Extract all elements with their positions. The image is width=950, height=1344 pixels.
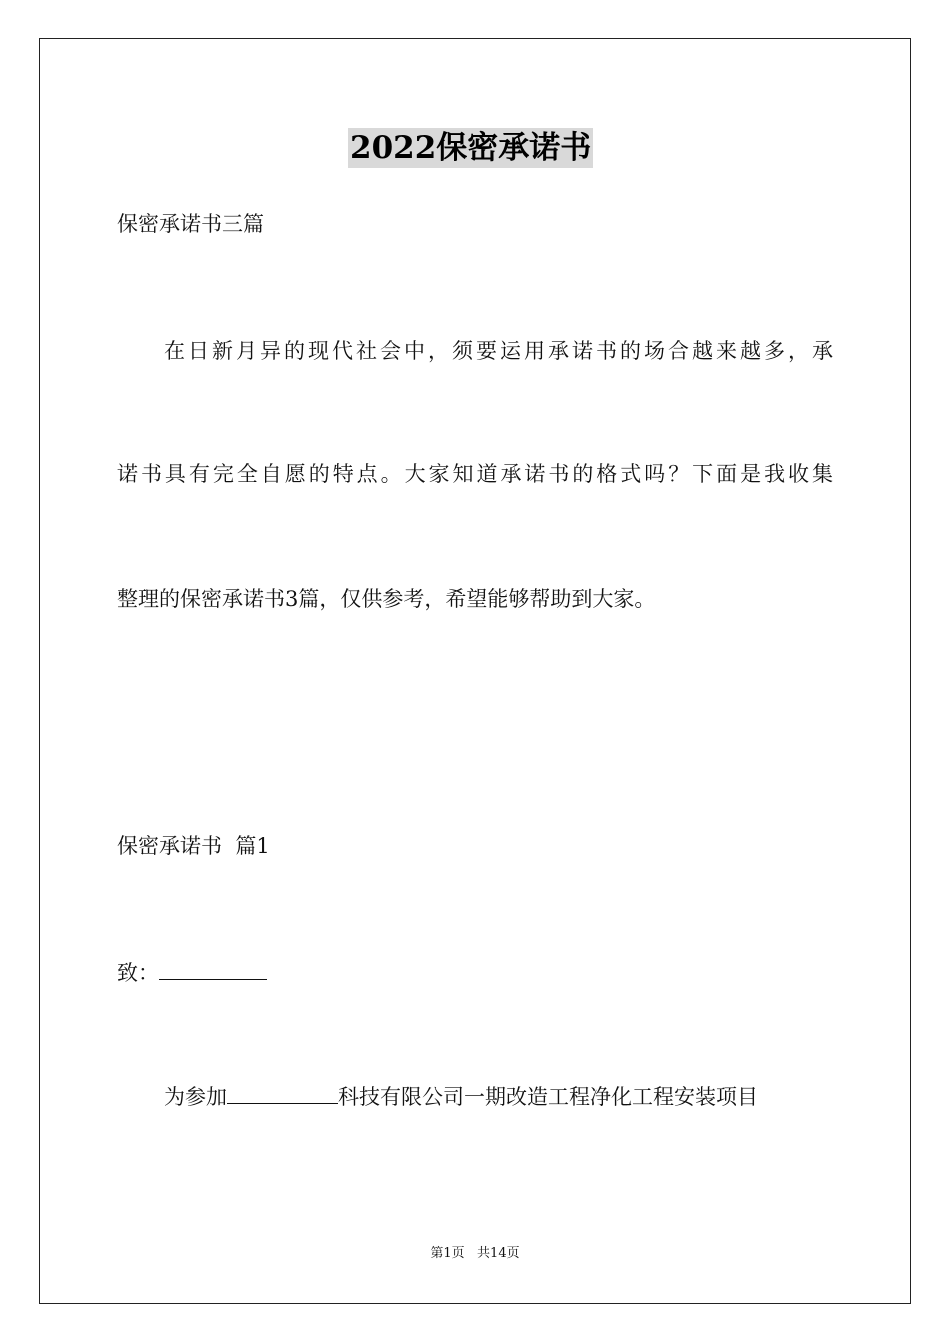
document-title: 2022保密承诺书 <box>350 130 592 166</box>
to-label: 致： <box>117 961 159 985</box>
body-line-1 <box>164 1082 758 1112</box>
intro-line-3: 整理的保密承诺书3篇，仅供参考，希望能够帮助到大家。 <box>117 587 656 611</box>
addressee-line <box>117 958 267 988</box>
company-blank <box>227 1082 338 1104</box>
section-heading: 保密承诺书 篇1 <box>117 834 270 858</box>
intro-line-1: 在日新月异的现代社会中，须要运用承诺书的场合越来越多，承 <box>164 339 833 363</box>
intro-line-2: 诺书具有完全自愿的特点。大家知道承诺书的格式吗？下面是我收集 <box>117 462 833 486</box>
body-suffix: 科技有限公司一期改造工程净化工程安装项目 <box>338 1085 758 1109</box>
addressee-blank <box>159 958 267 980</box>
document-subtitle: 保密承诺书三篇 <box>117 212 264 236</box>
body-prefix: 为参加 <box>164 1085 227 1109</box>
page-footer: 第1页 共14页 <box>430 1246 520 1261</box>
